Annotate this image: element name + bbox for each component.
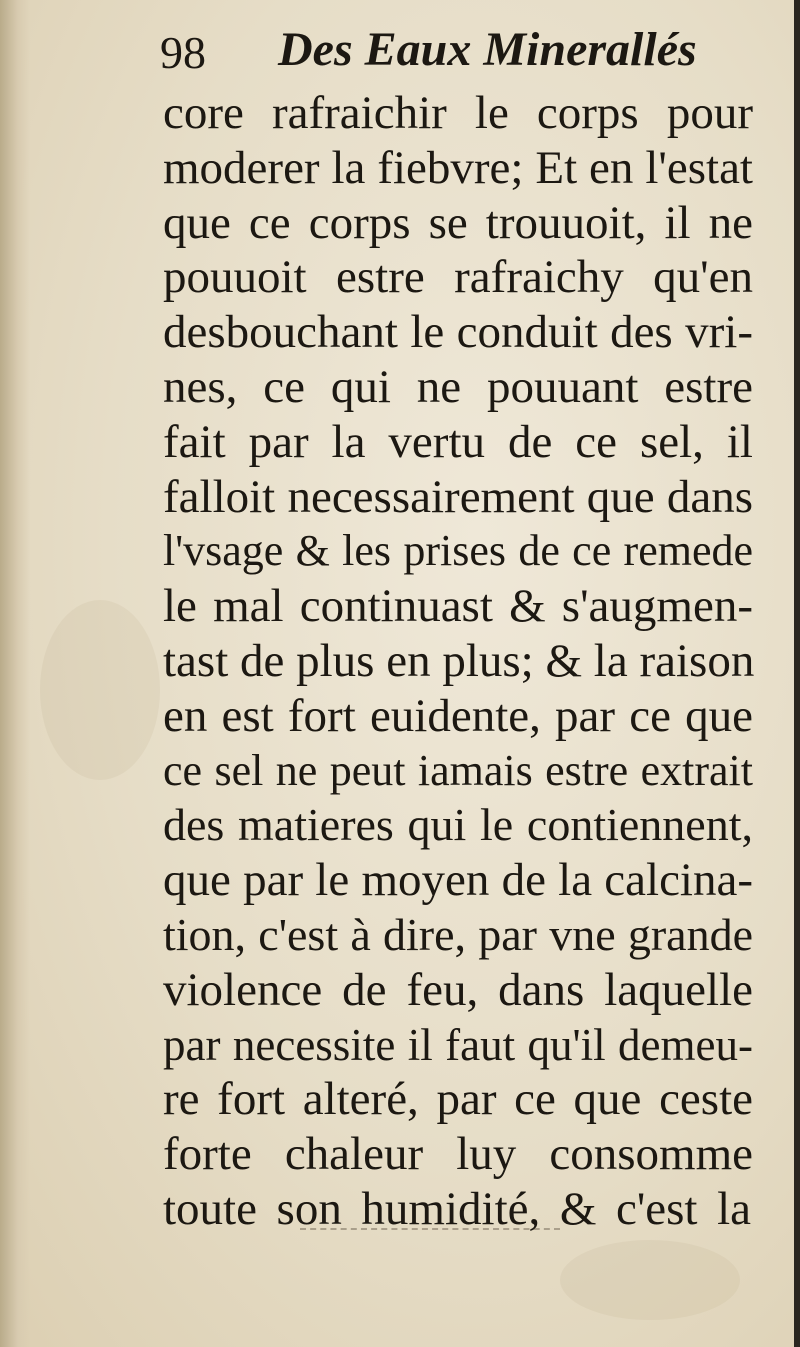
paper-stain — [40, 600, 160, 780]
text-line: des matieres qui le contiennent, — [163, 799, 753, 851]
text-line: re fort alteré, par ce que ceste — [163, 1073, 753, 1126]
text-line: par necessite il faut qu'il demeu- — [163, 1019, 753, 1070]
paper-stain — [560, 1240, 740, 1320]
text-line: tast de plus en plus; & la raison — [163, 634, 755, 687]
text-line: forte chaleur luy consomme — [163, 1128, 753, 1181]
text-line: que par le moyen de la calcina- — [163, 854, 753, 907]
text-line: violence de feu, dans laquelle — [163, 963, 753, 1016]
binding-gutter — [0, 0, 30, 1347]
page-number: 98 — [160, 27, 206, 78]
text-line: en est fort euidente, par ce que — [163, 689, 753, 742]
text-line: desbouchant le conduit des vri- — [163, 306, 753, 359]
text-line: que ce corps se trouuoit, il ne — [163, 196, 753, 249]
text-line: fait par la vertu de ce sel, il — [163, 415, 753, 468]
text-line: toute son humidité, & c'est la — [163, 1182, 751, 1235]
show-through-mark — [300, 1228, 560, 1232]
text-line: nes, ce qui ne pouuant estre — [163, 360, 753, 413]
text-line: le mal continuast & s'augmen- — [163, 580, 753, 633]
scan-edge — [794, 0, 800, 1347]
text-line: ce sel ne peut iamais estre extrait — [163, 745, 753, 795]
text-line: moderer la fiebvre; Et en l'estat — [163, 141, 753, 194]
text-line: falloit necessairement que dans — [163, 470, 753, 523]
text-line: tion, c'est à dire, par vne grande — [163, 908, 753, 960]
page-header — [160, 18, 720, 80]
text-line: core rafraichir le corps pour — [163, 87, 753, 139]
running-head: Des Eaux Minerallés — [278, 23, 697, 76]
text-line: l'vsage & les prises de ce remede — [163, 526, 753, 576]
text-line: pouuoit estre rafraichy qu'en — [163, 251, 753, 304]
body-text — [163, 86, 753, 1237]
